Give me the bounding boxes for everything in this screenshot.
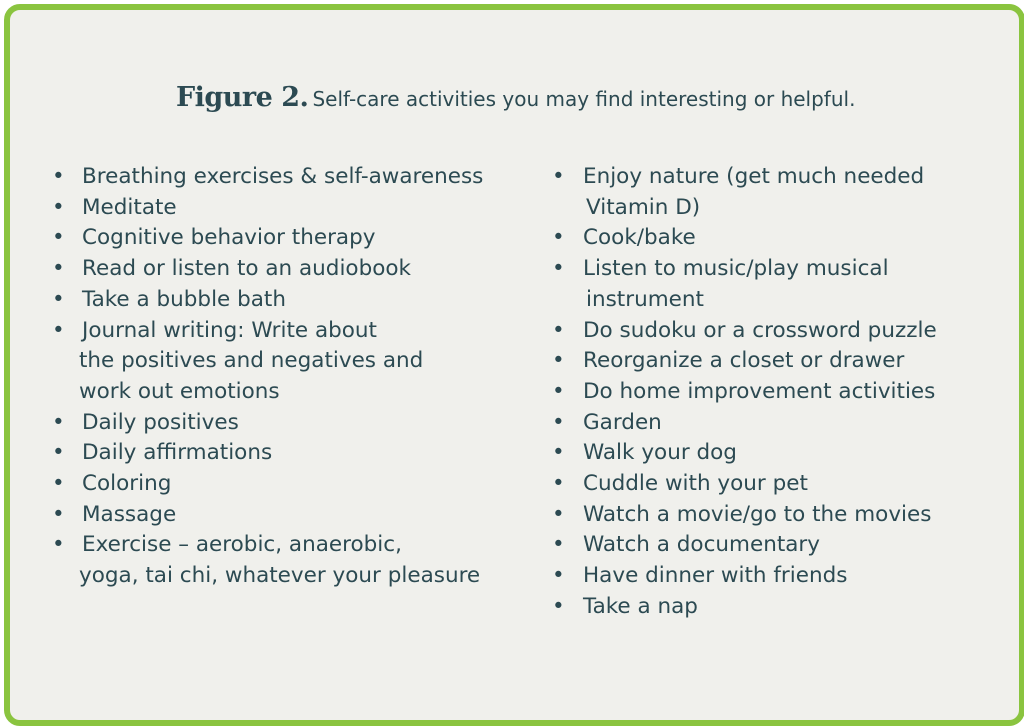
list-item-text: Take a nap [583, 593, 698, 619]
bullet-icon: • [52, 501, 65, 527]
list-item [552, 469, 992, 500]
list-item-text: Exercise – aerobic, anaerobic, [82, 532, 402, 558]
list-item [52, 223, 522, 254]
list-item-text: Cook/bake [583, 225, 696, 251]
list-item [52, 438, 522, 469]
list-item [52, 408, 522, 439]
list-item [52, 500, 522, 531]
list-item [52, 469, 522, 500]
bullet-icon: • [552, 593, 565, 619]
bullet-icon: • [52, 225, 65, 251]
bullet-icon: • [552, 532, 565, 558]
figure-title [176, 82, 855, 113]
list-item-text: work out emotions [79, 378, 280, 404]
figure-label: Figure 2. [176, 82, 309, 113]
list-item [52, 530, 522, 591]
bullet-icon: • [552, 164, 565, 189]
list-item [552, 254, 992, 315]
list-item-text: Listen to music/play musical [583, 256, 889, 282]
list-item-text: Daily affirmations [82, 440, 273, 466]
list-item-text: Garden [583, 409, 662, 435]
bullet-icon: • [52, 471, 65, 497]
list-item-text: Cuddle with your pet [583, 471, 808, 497]
list-item [552, 592, 992, 623]
list-item-text: Daily positives [82, 409, 239, 435]
list-item [552, 162, 992, 223]
list-item-text: Do home improvement activities [583, 378, 936, 404]
bullet-icon: • [552, 317, 565, 343]
bullet-icon: • [52, 256, 65, 282]
list-item-text: Massage [82, 501, 177, 527]
list-item-text: Do sudoku or a crossword puzzle [583, 317, 937, 343]
list-item [552, 377, 992, 408]
list-item-text: Walk your dog [583, 440, 737, 466]
list-item-text: instrument [586, 286, 704, 312]
bullet-icon: • [552, 409, 565, 435]
bullet-icon: • [52, 409, 65, 435]
list-item [52, 254, 522, 285]
activity-list-right [552, 162, 992, 623]
bullet-icon: • [552, 378, 565, 404]
list-item-text: Coloring [82, 471, 172, 497]
bullet-icon: • [552, 348, 565, 374]
list-item [552, 223, 992, 254]
list-item [52, 285, 522, 316]
list-item [552, 316, 992, 347]
bullet-icon: • [552, 471, 565, 497]
figure-caption: Self-care activities you may find interesting or helpful. [312, 87, 856, 111]
bullet-icon: • [52, 532, 65, 558]
activity-list-left [52, 162, 522, 592]
bullet-icon: • [552, 256, 565, 282]
list-item [552, 408, 992, 439]
list-item-text: Enjoy nature (get much needed [583, 164, 925, 189]
list-item [52, 316, 522, 408]
list-item-text: Have dinner with friends [583, 563, 848, 589]
list-item-text: Reorganize a closet or drawer [583, 348, 905, 374]
list-item [552, 530, 992, 561]
list-item [552, 561, 992, 592]
bullet-icon: • [552, 225, 565, 251]
list-item [52, 162, 522, 193]
list-item-text: Meditate [82, 194, 177, 220]
list-item-text: Watch a movie/go to the movies [583, 501, 932, 527]
bullet-icon: • [52, 286, 65, 312]
bullet-icon: • [52, 164, 65, 189]
bullet-icon: • [552, 440, 565, 466]
list-item-text: Watch a documentary [583, 532, 820, 558]
list-item-text: yoga, tai chi, whatever your pleasure [79, 563, 481, 589]
list-item-text: Cognitive behavior therapy [82, 225, 376, 251]
bullet-icon: • [552, 563, 565, 589]
list-item [52, 193, 522, 224]
list-item-text: Breathing exercises & self-awareness [82, 164, 484, 189]
list-item [552, 438, 992, 469]
bullet-icon: • [52, 194, 65, 220]
list-item [552, 346, 992, 377]
list-item-text: Vitamin D) [586, 194, 701, 220]
list-item [552, 500, 992, 531]
list-item-text: Journal writing: Write about [82, 317, 377, 343]
bullet-icon: • [52, 440, 65, 466]
bullet-icon: • [52, 317, 65, 343]
list-item-text: Read or listen to an audiobook [82, 256, 411, 282]
list-item-text: Take a bubble bath [82, 286, 286, 312]
list-item-text: the positives and negatives and [79, 348, 424, 374]
bullet-icon: • [552, 501, 565, 527]
